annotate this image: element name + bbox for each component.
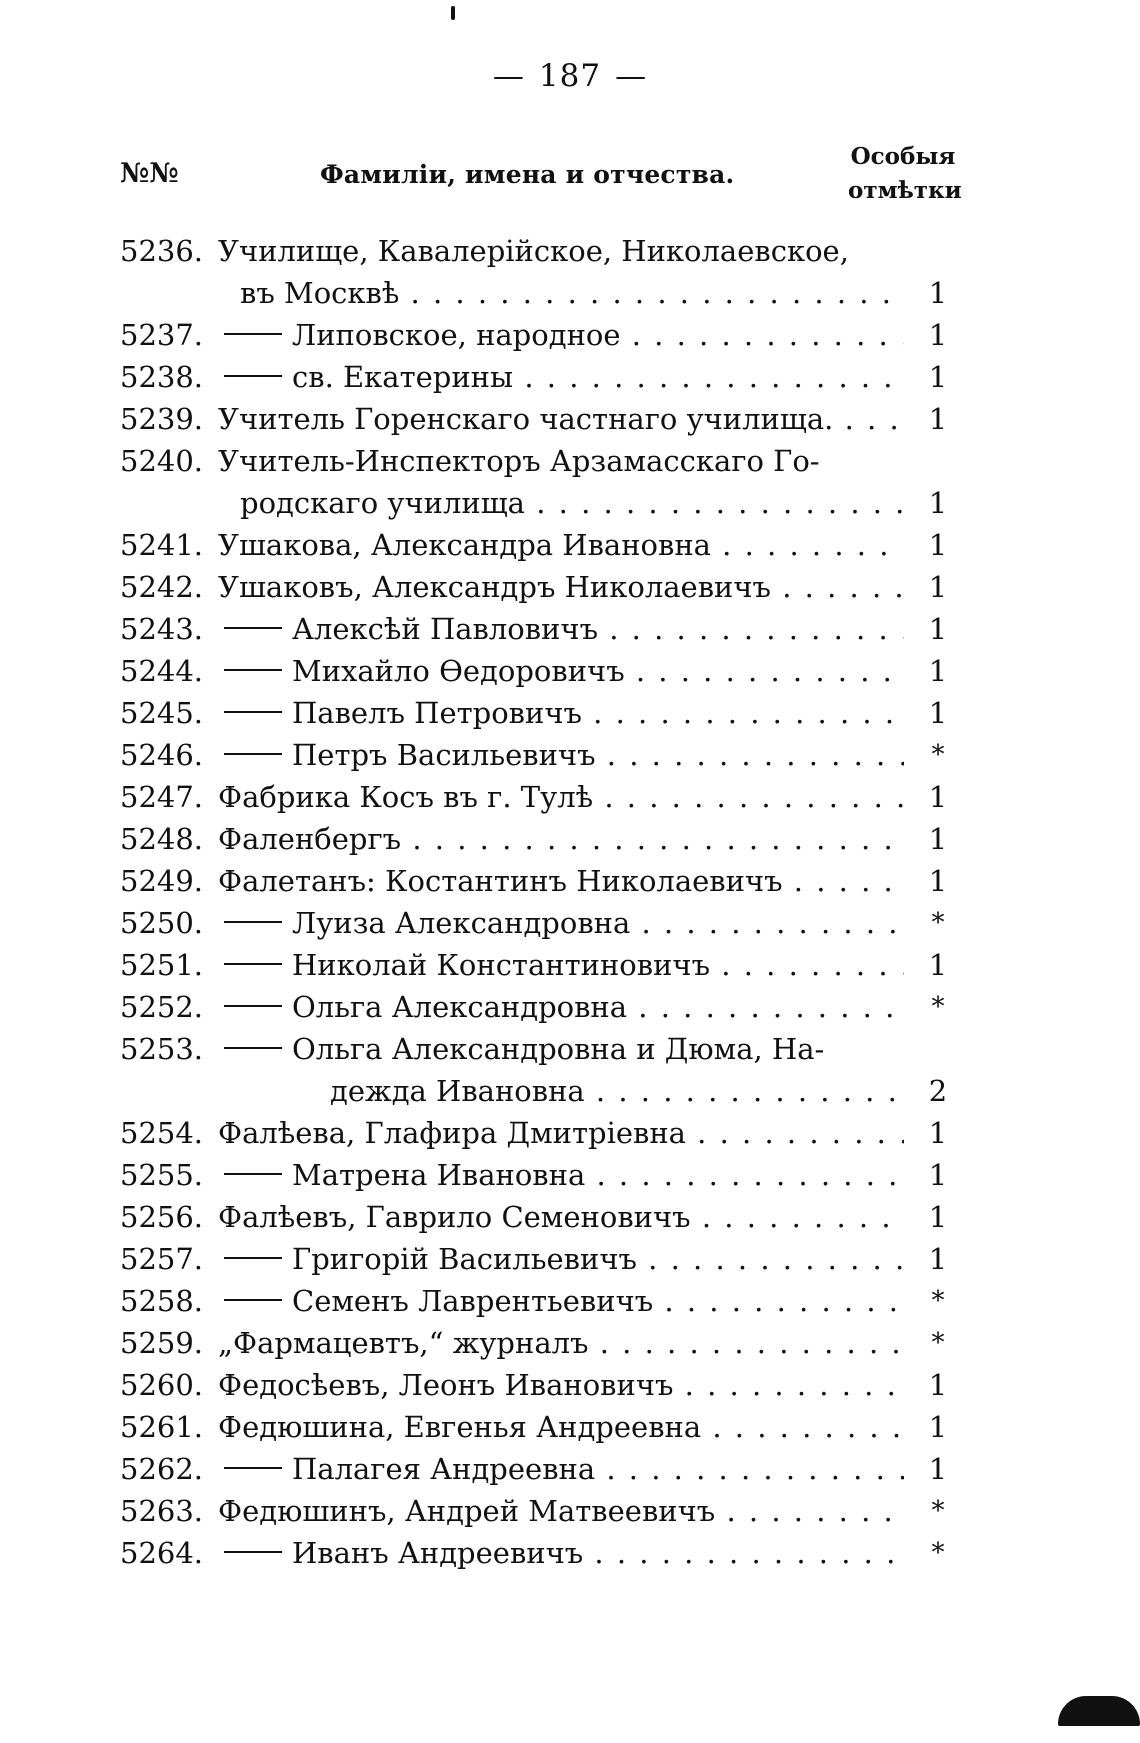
list-item [120,1154,958,1196]
entry-text [218,230,904,272]
entry-text [218,986,904,1028]
entry-note: 1 [928,276,948,310]
entry-number: 5262. [120,1452,204,1486]
entry-name: Семенъ Лаврентьевичъ [292,1284,654,1318]
ditto-dash [224,1047,282,1049]
entry-text [218,524,904,566]
list-item [120,230,958,272]
entry-text [218,356,904,398]
entry-text-continuation: въ Москвѣ . . . [240,272,904,314]
entry-note: 1 [928,612,948,646]
entry-name: Палагея Андреевна [292,1452,596,1486]
entry-number: 5241. [120,528,204,562]
entry-text [218,1028,904,1070]
list-item [120,1532,958,1574]
list-item [120,986,958,1028]
ditto-dash [224,1173,282,1175]
entry-number: 5257. [120,1242,204,1276]
entry-note: 1 [928,1410,948,1444]
entry-number: 5248. [120,822,204,856]
entry-text [218,1532,904,1574]
entry-name: Фалѣева, Глафира Дмитріевна [218,1116,686,1150]
entry-note: 1 [928,822,948,856]
entry-list [120,230,958,1574]
list-item [120,860,958,902]
entry-text [218,734,904,776]
entry-text [218,1238,904,1280]
list-item [120,566,958,608]
entry-number: 5236. [120,234,204,268]
entry-name: Михайло Өедоровичъ [292,654,625,688]
entry-number: 5260. [120,1368,204,1402]
list-item [120,818,958,860]
entry-text [218,1196,904,1238]
entry-note: 1 [928,528,948,562]
entry-note: 1 [928,1200,948,1234]
entry-name: Фалѣевъ, Гаврило Семеновичъ [218,1200,691,1234]
ditto-dash [224,1257,282,1259]
entry-number: 5256. [120,1200,204,1234]
entry-text [218,608,904,650]
entry-text-continuation: родскаго училища . . . [240,482,904,524]
entry-note: * [931,740,945,770]
entry-name: Алексѣй Павловичъ [292,612,599,646]
entry-note: * [931,1286,945,1316]
list-item [120,692,958,734]
list-item [120,1112,958,1154]
entry-text [218,1322,904,1364]
list-item [120,650,958,692]
header-names-column: Фамиліи, имена и отчества. [320,160,735,189]
header-notes-column [848,140,962,208]
page-corner-blot [1058,1696,1140,1726]
entry-note: 1 [928,1452,948,1486]
entry-number: 5253. [120,1032,204,1066]
entry-text [218,1112,904,1154]
entry-text [218,776,904,818]
entry-name: Ольга Александровна и Дюма, На- [292,1032,825,1066]
entry-text [218,398,904,440]
entry-name: Петръ Васильевичъ [292,738,596,772]
entry-number: 5263. [120,1494,204,1528]
entry-name: Федосѣевъ, Леонъ Ивановичъ [218,1368,674,1402]
entry-text [218,1448,904,1490]
entry-number: 5249. [120,864,204,898]
entry-name: Григорій Васильевичъ [292,1242,637,1276]
entry-name: Ольга Александровна [292,990,628,1024]
ditto-dash [224,627,282,629]
entry-note: 1 [928,318,948,352]
entry-name: Луиза Александровна [292,906,631,940]
ditto-dash [224,375,282,377]
list-item-continuation [120,272,958,314]
entry-name: Ушаковъ, Александръ Николаевичъ [218,570,771,604]
header-notes-line1: Особыя [850,143,956,170]
entry-note: * [931,1496,945,1526]
ink-speck [451,6,455,20]
entry-name: Липовское, народное [292,318,621,352]
entry-number: 5244. [120,654,204,688]
page-number [0,58,1140,94]
list-item [120,1280,958,1322]
entry-number: 5245. [120,696,204,730]
entry-name: Матрена Ивановна [292,1158,586,1192]
page-number-dash-right: — [615,58,648,94]
entry-note: * [931,1328,945,1358]
entry-text [218,692,904,734]
entry-text [218,944,904,986]
ditto-dash [224,669,282,671]
entry-number: 5242. [120,570,204,604]
entry-note: * [931,1538,945,1568]
entry-note: 1 [928,486,948,520]
ditto-dash [224,1467,282,1469]
header-notes-line2: отмѣтки [848,177,962,204]
entry-name: Училище, Кавалерійское, Николаевское, [218,234,849,268]
list-item [120,356,958,398]
entry-note: 2 [928,1074,948,1108]
entry-number: 5250. [120,906,204,940]
list-item [120,944,958,986]
entry-name: Учитель Горенскаго частнаго училища. [218,402,834,436]
ditto-dash [224,963,282,965]
list-item [120,524,958,566]
entry-name: Учитель-Инспекторъ Арзамасскаго Го- [218,444,820,478]
entry-number: 5261. [120,1410,204,1444]
entry-note: 1 [928,1116,948,1150]
entry-note: * [931,992,945,1022]
entry-name: Ушакова, Александра Ивановна [218,528,711,562]
list-item [120,398,958,440]
list-item [120,734,958,776]
list-item [120,776,958,818]
entry-text [218,902,904,944]
entry-text [218,860,904,902]
list-item-continuation [120,482,958,524]
entry-note: 1 [928,570,948,604]
entry-name: Павелъ Петровичъ [292,696,582,730]
page-number-dash-left: — [492,58,525,94]
entry-number: 5243. [120,612,204,646]
entry-note: 1 [928,1242,948,1276]
ditto-dash [224,1005,282,1007]
entry-text [218,1280,904,1322]
entry-number: 5247. [120,780,204,814]
entry-text-continuation: дежда Ивановна . . . [330,1070,904,1112]
entry-note: 1 [928,948,948,982]
list-item-continuation [120,1070,958,1112]
ditto-dash [224,711,282,713]
entry-number: 5246. [120,738,204,772]
entry-name: „Фармацевтъ,“ журналъ [218,1326,589,1360]
ditto-dash [224,1551,282,1553]
ditto-dash [224,921,282,923]
entry-number: 5237. [120,318,204,352]
header-number-column: №№ [120,158,179,189]
ditto-dash [224,1299,282,1301]
ditto-dash [224,333,282,335]
entry-note: 1 [928,864,948,898]
list-item [120,1490,958,1532]
entry-number: 5239. [120,402,204,436]
entry-number: 5252. [120,990,204,1024]
entry-note: 1 [928,696,948,730]
list-item [120,1364,958,1406]
entry-note: 1 [928,1368,948,1402]
entry-note: 1 [928,360,948,394]
entry-name: Федюшина, Евгенья Андреевна [218,1410,702,1444]
entry-number: 5255. [120,1158,204,1192]
entry-text [218,1490,904,1532]
entry-name: Фаленбергъ [218,822,402,856]
entry-text [218,1406,904,1448]
list-item [120,1448,958,1490]
entry-name: Федюшинъ, Андрей Матвеевичъ [218,1494,716,1528]
entry-number: 5240. [120,444,204,478]
entry-text [218,314,904,356]
list-item [120,1322,958,1364]
list-item [120,440,958,482]
list-item [120,1238,958,1280]
list-item [120,1196,958,1238]
entry-number: 5264. [120,1536,204,1570]
entry-note: 1 [928,402,948,436]
column-header [120,140,962,220]
entry-name: Фалетанъ: Костантинъ Николаевичъ [218,864,783,898]
entry-number: 5238. [120,360,204,394]
entry-number: 5254. [120,1116,204,1150]
entry-note: 1 [928,1158,948,1192]
entry-number: 5259. [120,1326,204,1360]
entry-name: Иванъ Андреевичъ [292,1536,584,1570]
entry-note: 1 [928,654,948,688]
ditto-dash [224,753,282,755]
entry-text [218,818,904,860]
entry-text [218,1154,904,1196]
entry-name: Фабрика Косъ въ г. Тулѣ [218,780,594,814]
list-item [120,314,958,356]
list-item [120,902,958,944]
list-item [120,1028,958,1070]
entry-text [218,566,904,608]
entry-name: Николай Константиновичъ [292,948,711,982]
entry-number: 5251. [120,948,204,982]
entry-text [218,1364,904,1406]
list-item [120,1406,958,1448]
entry-note: 1 [928,780,948,814]
entry-text [218,650,904,692]
entry-name: св. Екатерины [292,360,514,394]
entry-number: 5258. [120,1284,204,1318]
entry-note: * [931,908,945,938]
list-item [120,608,958,650]
entry-text [218,440,904,482]
page-number-value: 187 [538,58,602,94]
